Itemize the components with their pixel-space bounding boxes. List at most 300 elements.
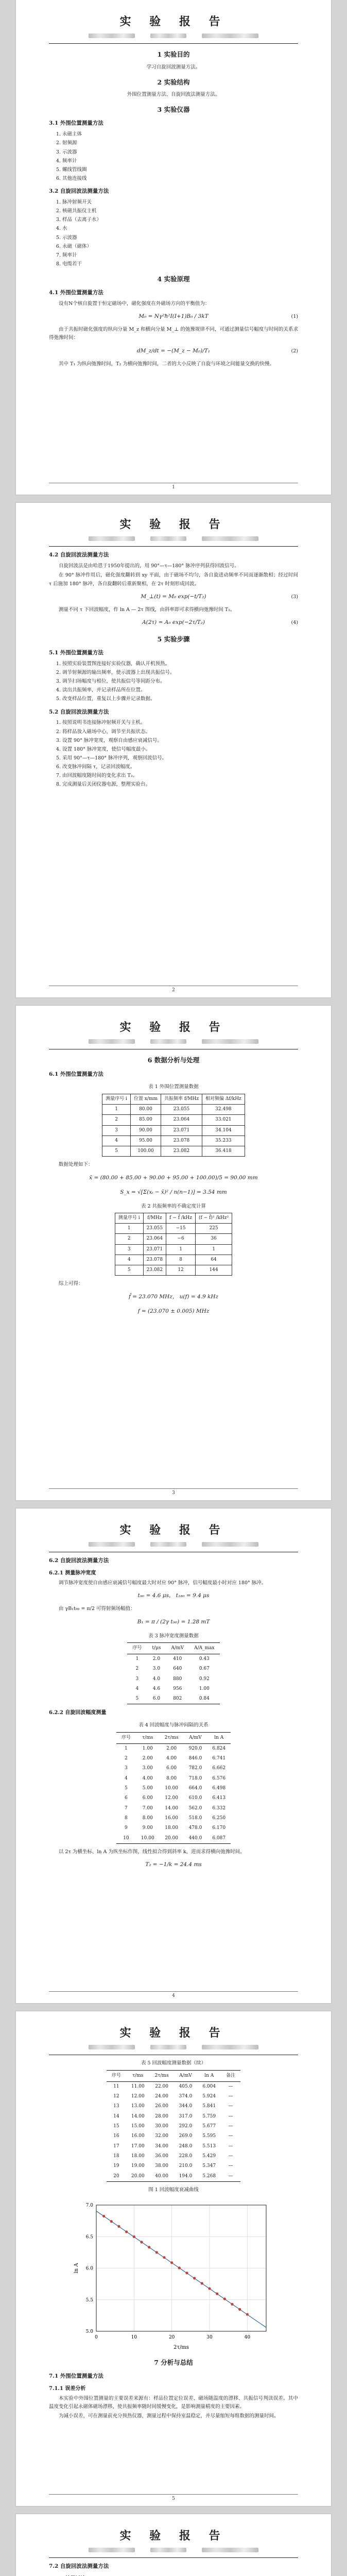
paragraph: 其中 T₁ 为纵向弛豫时间，T₂ 为横向弛豫时间，二者的大小反映了自旋与环境之间能量交换的快慢。	[59, 361, 274, 367]
table-cell: 5.595	[202, 2133, 216, 2139]
page-6	[16, 2514, 331, 2576]
table-header-row	[102, 1094, 245, 1104]
table-cell: −6	[166, 1234, 196, 1244]
table-cell: 2.0	[152, 1656, 161, 1662]
subsection-title: 7.1 外围位置测量方法	[49, 2373, 103, 2380]
table-cell: 12.00	[131, 2094, 145, 2099]
table-header-cell: τ/ms	[126, 2070, 150, 2081]
table-cell: 225	[196, 1223, 232, 1233]
table-cell: 802	[173, 1696, 182, 1702]
table-header-cell: A/mV	[184, 1732, 207, 1743]
table-cell: −15	[166, 1223, 196, 1233]
table-cell: 4	[135, 1686, 139, 1691]
x-tick-label: 40	[244, 2334, 251, 2340]
table-cell: 248.0	[179, 2143, 193, 2149]
table-cell: 1	[115, 1223, 143, 1233]
table-body	[102, 1104, 245, 1156]
x-tick-label: 0	[95, 2334, 98, 2340]
table-cell: 292.0	[179, 2124, 193, 2129]
data-point	[223, 2297, 226, 2300]
table-cell: 26.00	[155, 2104, 168, 2109]
table-cell: 5.347	[202, 2163, 216, 2169]
subsubsection-title: 6.2.1 测量脉冲宽度	[49, 1570, 96, 1577]
list-item: 5. 螺线管线圈	[62, 166, 298, 174]
list-item: 4. 水	[62, 225, 298, 233]
table-cell: 956	[173, 1686, 182, 1691]
table-cell: 4.0	[152, 1676, 161, 1682]
table-cell: 20.00	[131, 2173, 145, 2179]
section-title: 3 实验仪器	[157, 106, 190, 114]
table-header-cell: f − f̄ /kHz	[166, 1213, 196, 1223]
table-cell: 20	[113, 2173, 119, 2179]
subsubsection-title: 6.2.2 自旋回波幅度测量	[49, 1710, 107, 1716]
redacted-block	[202, 2045, 258, 2049]
list-item: 3. 调节扫场幅度与相位，使共振信号等间距分布。	[62, 677, 298, 686]
list-item: 1. 按照实验装置图连接好实验仪器，确认开机预热。	[62, 660, 298, 668]
redacted-block	[89, 536, 135, 541]
table-header-cell: 2τ/ms	[150, 2070, 174, 2081]
table-cell: 32.00	[155, 2133, 168, 2139]
data-point	[216, 2292, 218, 2295]
table-row	[115, 1244, 232, 1255]
table-4	[116, 1732, 231, 1844]
x-tick-label: 30	[206, 2334, 213, 2340]
redacted-block	[89, 2548, 135, 2552]
table-cell: 4	[125, 1775, 128, 1781]
table-cell: 344.0	[179, 2104, 193, 2109]
table-cell: 1	[135, 1656, 139, 1662]
list-item: 5. 采用 90°—τ—180° 脉冲序列，观察回波信号。	[62, 754, 298, 762]
table-header-cell: 位置 x/mm	[130, 1094, 161, 1104]
table-header-cell: 测量序号 i	[115, 1213, 143, 1223]
table-header-cell: 序号	[107, 2070, 126, 2081]
table-cell: 23.064	[143, 1234, 166, 1244]
equation-number: (2)	[291, 348, 298, 354]
data-point	[193, 2277, 196, 2279]
redacted-block	[89, 1542, 135, 1547]
table-cell: 22.00	[155, 2083, 168, 2089]
equation-body: A(2τ) = A₀ exp(−2τ/T₂)	[142, 619, 205, 625]
table-header-cell: 测量序号 i	[102, 1094, 131, 1104]
table-cell: 3.0	[152, 1666, 161, 1672]
list-item: 5. 示波器	[62, 234, 298, 242]
table-cell: 3	[115, 1244, 143, 1255]
report-title: 实 验 报 告	[119, 518, 228, 531]
table-cell: 846.0	[188, 1756, 202, 1761]
table-cell: 19	[113, 2163, 119, 2169]
redacted-block	[150, 2045, 186, 2049]
page-5	[16, 2011, 331, 2506]
list-item: 6. 永磁（磁体）	[62, 243, 298, 251]
table-cell: 1	[125, 1745, 128, 1751]
header-redacted-info	[49, 1542, 298, 1547]
subsection-title: 6.2 自旋回波法测量方法	[49, 1557, 109, 1564]
table-cell: 90.00	[130, 1125, 161, 1136]
table-cell: —	[228, 2094, 233, 2099]
report-title: 实 验 报 告	[119, 1523, 228, 1537]
table-row	[116, 1774, 231, 1784]
list-item: 7. 由回波幅度随时间的变化求出 T₂。	[62, 772, 298, 780]
table-row	[107, 2092, 240, 2102]
table-cell: 13.00	[131, 2104, 145, 2109]
table-cell: 34.104	[202, 1125, 245, 1136]
table-cell: 478.0	[188, 1825, 202, 1831]
table-cell: 2	[135, 1666, 139, 1672]
table-cell: 6.824	[212, 1745, 226, 1751]
table-cell: —	[228, 2153, 233, 2159]
table-cell: 19.00	[131, 2163, 145, 2169]
page-3	[16, 1006, 331, 1500]
equation-number: (1)	[291, 314, 298, 320]
table-cell: 6.332	[212, 1805, 226, 1811]
table-row	[116, 1764, 231, 1773]
header-redacted-info	[49, 33, 298, 38]
list-item: 8. 电缆若干	[62, 260, 298, 268]
equation-body: t₉₀ = 4.6 μs， t₁₈₀ = 9.4 μs	[137, 1592, 210, 1599]
table-caption: 表 2 共振频率的不确定度计算	[141, 1203, 206, 1209]
equation	[49, 1617, 298, 1628]
equation-body: S_x = √[Σ(xᵢ − x̄)² / n(n−1)] = 3.54 mm	[120, 1189, 227, 1195]
table-row	[102, 1115, 245, 1125]
table-cell: 374.0	[179, 2094, 193, 2099]
equation	[49, 1859, 298, 1871]
table-cell: 610.0	[188, 1795, 202, 1801]
table-header-row	[107, 2070, 240, 2081]
equation	[49, 311, 298, 323]
table-header-cell: 相对频偏 Δf/kHz	[202, 1094, 245, 1104]
table-cell: 6.004	[202, 2083, 216, 2089]
decay-chart	[71, 2197, 276, 2352]
paragraph: 设有N个核自旋置于恒定磁场中，磁化强度在外磁场方向的平衡值为：	[59, 301, 210, 307]
table-cell: 640	[173, 1666, 182, 1672]
chart-wrap	[49, 2197, 298, 2352]
data-point	[140, 2241, 143, 2243]
table-cell: 64	[196, 1255, 232, 1265]
table-row	[115, 1223, 232, 1233]
table-cell: 11.00	[131, 2083, 145, 2089]
page-number: 2	[172, 987, 175, 993]
paragraph: 数据处理如下：	[59, 1162, 93, 1168]
subsection-title: 5.2 自旋回波法测量方法	[49, 708, 109, 715]
table-header-cell: (f − f̄)² /kHz²	[196, 1213, 232, 1223]
table-cell: 10	[123, 1835, 129, 1841]
table-row	[107, 2151, 240, 2161]
table-row	[127, 1684, 219, 1694]
paragraph: 自旋回波法是由哈恩于1950年提出的，用 90°—τ—180° 脉冲序列获得回波信号。	[59, 563, 239, 569]
equation-number: (3)	[291, 594, 298, 600]
table-cell: 3.00	[142, 1766, 153, 1771]
y-tick-label: 6.0	[85, 2266, 93, 2272]
data-point	[117, 2225, 120, 2228]
data-point	[163, 2256, 165, 2259]
table-header-cell: A/mV	[174, 2070, 198, 2081]
report-title: 实 验 报 告	[119, 2529, 228, 2543]
table-cell: 210.0	[179, 2163, 193, 2169]
list-item: 6. 其他连接线	[62, 175, 298, 183]
table-cell: 5.429	[202, 2153, 216, 2159]
paragraph: 为减小误差，可在测量前充分预热仪器，测量过程中保持室温稳定，并尽量缩短每组数据的测量时间。	[59, 2413, 279, 2419]
subsubsection-title: 7.1.1 误差分析	[49, 2386, 86, 2392]
report-title: 实 验 报 告	[119, 2026, 228, 2040]
table-cell: 38.00	[155, 2163, 168, 2169]
list-item: 2. 调节射频源的输出频率，使示波器上出现共振信号。	[62, 669, 298, 677]
header-rule	[49, 2557, 298, 2558]
table-cell: 5.268	[202, 2173, 216, 2179]
equation	[49, 1306, 298, 1317]
table-cell: 12	[166, 1265, 196, 1276]
data-point	[125, 2230, 128, 2233]
x-tick-label: 20	[168, 2334, 175, 2340]
table-cell: 8	[125, 1815, 128, 1821]
table-header-cell: 序号	[127, 1642, 147, 1654]
equation-body: B₁ = π / (2γ t₉₀) = 1.28 mT	[137, 1618, 210, 1625]
table-cell: 23.082	[143, 1265, 166, 1276]
table-row	[107, 2102, 240, 2111]
table-cell: 6	[125, 1795, 128, 1801]
table-cell: 8.00	[142, 1815, 153, 1821]
data-point	[110, 2220, 113, 2223]
subsection-title: 5.1 外围位置测量方法	[49, 650, 103, 656]
table-header-cell: 序号	[116, 1732, 136, 1743]
table-cell: 2	[102, 1115, 131, 1125]
table-cell: 20.00	[165, 1835, 178, 1841]
table-header-cell: 2τ/ms	[160, 1732, 184, 1743]
table-cell: 15.00	[131, 2124, 145, 2129]
paragraph: 本实验中外围位置测量的主要误差来源有：样品位置定位误差、磁场随温度的漂移、共振信号判读误差。其中温度变化引起永磁体磁场漂移，使共振频率随时间缓慢变化，是影响测量精度的主要因素。	[49, 2396, 298, 2410]
table-header-cell: τ/ms	[136, 1732, 160, 1743]
redacted-block	[202, 536, 258, 541]
table-cell: 6.413	[212, 1795, 226, 1801]
y-tick-label: 7.0	[85, 2202, 93, 2208]
table-cell: 1	[166, 1244, 196, 1255]
table-cell: 28.00	[155, 2113, 168, 2119]
table-cell: —	[228, 2124, 233, 2129]
redacted-block	[150, 1542, 186, 1547]
table-cell: 5	[135, 1696, 139, 1702]
table-body	[127, 1654, 219, 1704]
subsection-title: 7.2 自旋回波法测量方法	[49, 2563, 109, 2570]
paragraph: 由 γB₁t₉₀ = π/2 可得射频场幅值：	[59, 1606, 135, 1612]
redacted-block	[202, 33, 258, 38]
section-title: 2 实验结构	[157, 78, 190, 86]
table-cell: 23.078	[143, 1255, 166, 1265]
table-row	[102, 1104, 245, 1114]
table-row	[102, 1136, 245, 1146]
table-cell: 3	[135, 1676, 139, 1682]
table-row	[115, 1234, 232, 1244]
table-cell: 5	[102, 1146, 131, 1157]
table-cell: 5	[125, 1786, 128, 1791]
table-cell: 1.00	[142, 1745, 153, 1751]
section-title: 5 实验步骤	[157, 635, 190, 643]
table-cell: 15	[113, 2124, 119, 2129]
table-row	[116, 1784, 231, 1793]
data-point	[148, 2246, 150, 2248]
table-cell: 6.170	[212, 1825, 226, 1831]
table-cell: 23.055	[143, 1223, 166, 1233]
table-cell: 34.00	[155, 2143, 168, 2149]
data-point	[208, 2287, 211, 2290]
redacted-block	[89, 2045, 135, 2049]
redacted-block	[150, 33, 186, 38]
table-cell: 5	[115, 1265, 143, 1276]
data-point	[155, 2251, 158, 2253]
table-cell: 11	[113, 2083, 119, 2089]
table-cell: —	[228, 2163, 233, 2169]
table-cell: 518.0	[188, 1815, 202, 1821]
table-cell: 5.759	[202, 2113, 216, 2119]
redacted-block	[150, 2548, 186, 2552]
equation	[49, 591, 298, 603]
table-cell: 36.00	[155, 2153, 168, 2159]
table-row	[115, 1265, 232, 1276]
table-header-cell: A/A_max	[189, 1642, 220, 1654]
table-header-cell: 备注	[221, 2070, 240, 2081]
redacted-block	[89, 33, 135, 38]
report-title: 实 验 报 告	[119, 15, 228, 28]
table-cell: 12	[113, 2094, 119, 2099]
table-cell: 100.00	[130, 1146, 161, 1157]
table-cell: 4	[102, 1136, 131, 1146]
section-title: 6 数据分析与处理	[147, 1056, 200, 1064]
table-cell: 194.0	[179, 2173, 193, 2179]
table-cell: 5.677	[202, 2124, 216, 2129]
steps-list-1	[62, 660, 298, 704]
table-cell: 6.498	[212, 1786, 226, 1791]
table-cell: 5.513	[202, 2143, 216, 2149]
table-body	[107, 2081, 240, 2181]
table-cell: 14.00	[131, 2113, 145, 2119]
table-cell: 14	[113, 2113, 119, 2119]
table-row	[107, 2172, 240, 2182]
table-cell: —	[228, 2133, 233, 2139]
table-cell: 440.0	[188, 1835, 202, 1841]
chart-grid	[96, 2205, 266, 2331]
table-cell: 80.00	[130, 1104, 161, 1114]
table-cell: 317.0	[179, 2113, 193, 2119]
table-cell: 13	[113, 2104, 119, 2109]
equation-body: M_⊥(t) = M₀ exp(−t/T₂)	[141, 593, 206, 600]
equation	[49, 1173, 298, 1184]
table-cell: 1	[196, 1244, 232, 1255]
page-4	[16, 1509, 331, 2003]
table-header-cell: t/μs	[147, 1642, 166, 1654]
table-3	[127, 1642, 219, 1705]
x-tick-label: 10	[131, 2334, 137, 2340]
table-row	[107, 2081, 240, 2092]
table-cell: —	[228, 2173, 233, 2179]
paragraph: 以 2τ 为横坐标、ln A 为纵坐标作图，线性拟合得到斜率 k，进而求得横向弛豫时间。	[59, 1849, 245, 1855]
data-point	[246, 2313, 249, 2316]
page-number: 3	[172, 1490, 175, 1496]
table-row	[102, 1125, 245, 1136]
table-cell: 782.0	[188, 1766, 202, 1771]
table-caption: 表 3 脉冲宽度测量数据	[148, 1633, 199, 1639]
equation	[49, 1590, 298, 1602]
data-point	[231, 2303, 233, 2306]
list-item: 3. 设置 90° 脉冲宽度，观察自由感应衰减信号。	[62, 737, 298, 745]
table-cell: 3	[102, 1125, 131, 1136]
table-header-cell: ln A	[197, 2070, 221, 2081]
table-row	[115, 1255, 232, 1265]
list-item: 4. 读出共振频率，并记录样品所在位置。	[62, 686, 298, 694]
table-cell: 4.00	[142, 1775, 153, 1781]
equation-body: T₂ = −1/k = 24.4 ms	[145, 1861, 202, 1868]
table-cell: 16.00	[131, 2133, 145, 2139]
table-cell: 85.00	[130, 1115, 161, 1125]
table-cell: 664.0	[188, 1786, 202, 1791]
table-row	[116, 1793, 231, 1803]
list-item: 7. 频率计	[62, 251, 298, 260]
y-tick-label: 5.5	[85, 2297, 93, 2303]
list-item: 4. 频率计	[62, 157, 298, 165]
table-cell: 17.00	[131, 2143, 145, 2149]
data-point	[102, 2215, 105, 2217]
table-row	[127, 1674, 219, 1684]
table-cell: 0.84	[199, 1696, 210, 1702]
table-row	[107, 2161, 240, 2171]
table-cell: 36	[196, 1234, 232, 1244]
redacted-block	[89, 1039, 135, 1044]
table-cell: 2.00	[166, 1745, 177, 1751]
table-cell: 23.064	[161, 1115, 202, 1125]
paragraph: 学习自旋回波测量方法。	[146, 64, 201, 70]
table-5	[107, 2070, 240, 2182]
paragraph: 综上可得：	[59, 1281, 83, 1287]
paragraph: 调节脉冲宽度使自由感应衰减信号幅度最大时对应 90° 脉冲，信号幅度最小时对应 180° 脉冲。	[59, 1580, 267, 1586]
table-cell: 269.0	[179, 2133, 193, 2139]
table-cell: 16.00	[165, 1815, 178, 1821]
table-cell: 920.0	[188, 1745, 202, 1751]
page-number: 1	[172, 484, 175, 490]
table-cell: 5.00	[142, 1786, 153, 1791]
section-title: 7 分析与总结	[154, 2358, 193, 2366]
table-caption: 表 1 外围位置测量数据	[148, 1084, 199, 1090]
table-cell: 6.00	[142, 1795, 153, 1801]
figure-caption: 图 1 回波幅度衰减曲线	[148, 2187, 199, 2193]
table-cell: 23.071	[143, 1244, 166, 1255]
table-cell: 17	[113, 2143, 119, 2149]
result-value: f = (23.070 ± 0.005) MHz	[137, 1308, 210, 1314]
table-cell: 12.00	[165, 1795, 178, 1801]
equation-body: dM_z/dt = −(M_z − M₀)/T₁	[137, 347, 210, 354]
list-item: 3. 示波器	[62, 148, 298, 157]
table-cell: 5.841	[202, 2104, 216, 2109]
table-cell: 40.00	[155, 2173, 168, 2179]
table-header-cell: 共振频率 f/MHz	[161, 1094, 202, 1104]
equipment-list-1	[62, 130, 298, 183]
table-cell: 10.00	[165, 1786, 178, 1791]
list-item: 3. 样品（去离子水）	[62, 216, 298, 224]
list-item: 4. 设置 180° 脉冲宽度，使信号幅度最小。	[62, 745, 298, 754]
table-cell: 6.00	[166, 1766, 177, 1771]
table-cell: 6.741	[212, 1756, 226, 1761]
data-point	[185, 2272, 188, 2274]
redacted-block	[150, 536, 186, 541]
table-cell: 95.00	[130, 1136, 161, 1146]
list-item: 1. 脉冲射频开关	[62, 198, 298, 207]
equation-body: f̄ = 23.070 MHz， u(f) = 4.9 kHz	[128, 1293, 219, 1300]
table-cell: 16	[113, 2133, 119, 2139]
steps-list-2	[62, 719, 298, 789]
table-cell: 32.498	[202, 1104, 245, 1114]
table-body	[116, 1743, 231, 1843]
table-cell: 4.6	[152, 1686, 161, 1691]
equation	[49, 1187, 298, 1198]
header-redacted-info	[49, 2548, 298, 2552]
equation	[49, 346, 298, 357]
table-cell: 4.00	[166, 1756, 177, 1761]
